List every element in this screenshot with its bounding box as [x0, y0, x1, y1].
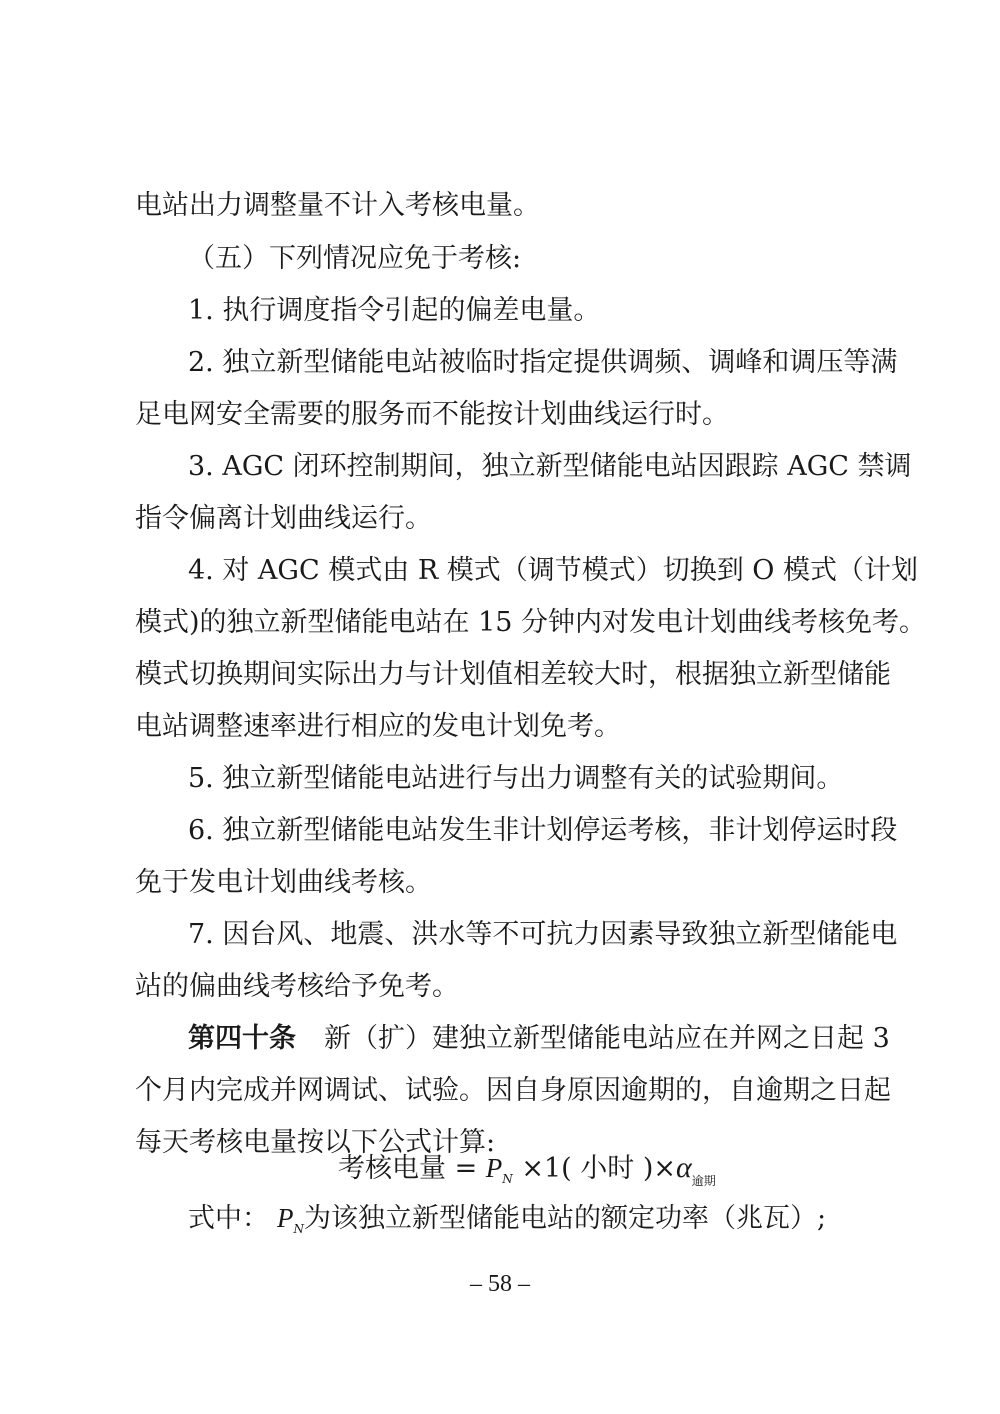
list-item-5: 5. 独立新型储能电站进行与出力调整有关的试验期间。 — [188, 763, 844, 794]
paragraph-line: 电站出力调整量不计入考核电量。 — [135, 190, 540, 221]
list-item-2: 2. 独立新型储能电站被临时指定提供调频、调峰和调压等满 — [188, 347, 898, 378]
formula-p-subscript: N — [502, 1172, 513, 1186]
formula-note — [0, 1200, 1000, 1247]
list-item-7-continued: 站的偏曲线考核给予免考。 — [135, 971, 459, 1002]
list-item-3-continued: 指令偏离计划曲线运行。 — [135, 503, 432, 534]
list-item-4: 4. 对 AGC 模式由 R 模式（调节模式）切换到 O 模式（计划 — [188, 555, 919, 586]
list-item-4-continued: 模式切换期间实际出力与计划值相差较大时，根据独立新型储能 — [135, 659, 891, 690]
list-item-6: 6. 独立新型储能电站发生非计划停运考核，非计划停运时段 — [188, 815, 898, 846]
note-p-subscript: N — [293, 1222, 304, 1236]
article-40-first-line — [0, 1021, 1000, 1057]
formula-equals: = — [446, 1153, 486, 1184]
page-number: – 58 – — [470, 1271, 530, 1297]
section-heading: （五）下列情况应免于考核: — [188, 243, 522, 274]
note-text: 为该独立新型储能电站的额定功率（兆瓦）; — [304, 1203, 827, 1234]
formula-alpha-subscript: 逾期 — [691, 1174, 716, 1188]
list-item-1: 1. 执行调度指令引起的偏差电量。 — [188, 295, 601, 326]
formula-times-hour: ×1( 小时 )× — [512, 1153, 677, 1184]
article-40-continued: 每天考核电量按以下公式计算: — [135, 1127, 496, 1158]
article-text: 新（扩）建独立新型储能电站应在并网之日起 3 — [324, 1023, 890, 1054]
article-label: 第四十条 — [188, 1023, 296, 1054]
list-item-3: 3. AGC 闭环控制期间，独立新型储能电站因跟踪 AGC 禁调 — [188, 451, 912, 482]
formula-lhs: 考核电量 — [338, 1153, 446, 1184]
list-item-2-continued: 足电网安全需要的服务而不能按计划曲线运行时。 — [135, 399, 729, 430]
formula — [338, 1150, 716, 1199]
list-item-7: 7. 因台风、地震、洪水等不可抗力因素导致独立新型储能电 — [188, 919, 898, 950]
note-p-variable: P — [277, 1203, 294, 1233]
article-40-continued: 个月内完成并网调试、试验。因自身原因逾期的，自逾期之日起 — [135, 1075, 891, 1106]
note-prefix: 式中： — [188, 1203, 269, 1234]
list-item-4-continued: 模式)的独立新型储能电站在 15 分钟内对发电计划曲线考核免考。 — [135, 607, 927, 638]
formula-p-variable: P — [485, 1153, 503, 1183]
formula-alpha: α — [676, 1151, 692, 1184]
list-item-6-continued: 免于发电计划曲线考核。 — [135, 867, 432, 898]
list-item-4-continued: 电站调整速率进行相应的发电计划免考。 — [135, 711, 621, 742]
